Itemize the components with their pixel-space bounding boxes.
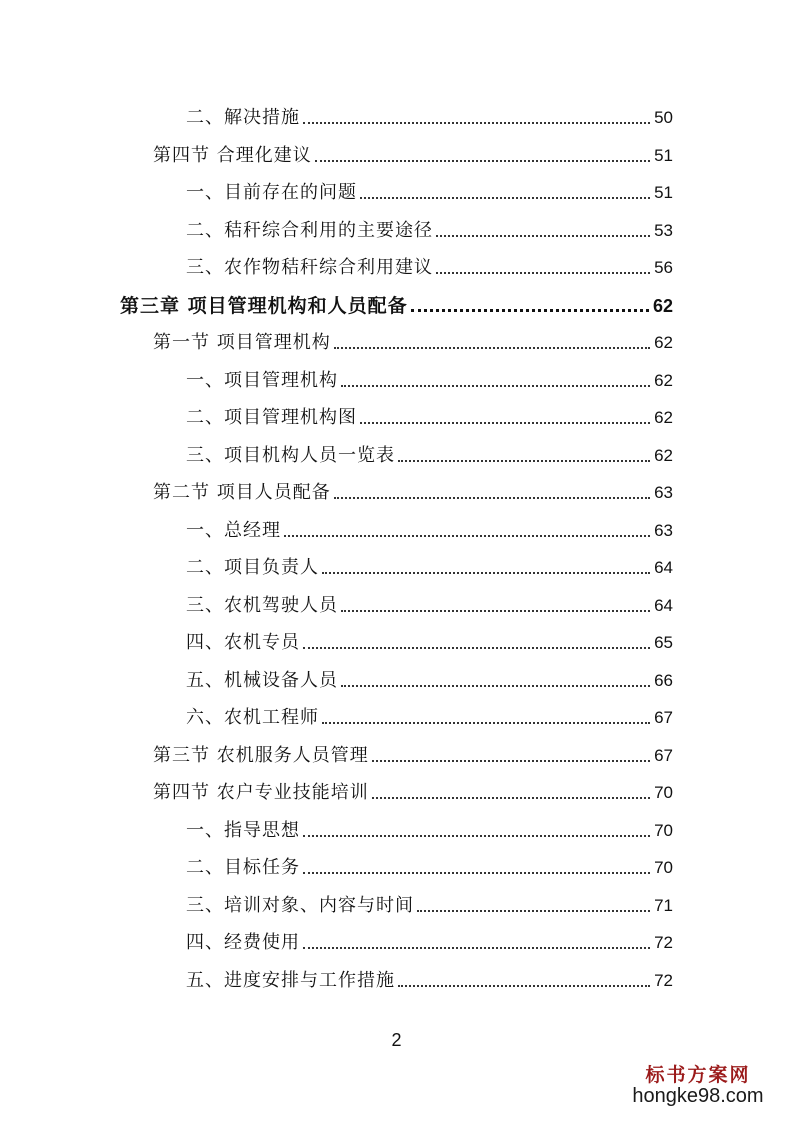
toc-dot-leader <box>436 235 650 237</box>
toc-entry-label: 五、进度安排与工作措施 <box>186 969 395 991</box>
toc-subsection-entry <box>186 926 673 954</box>
toc-subsection-entry <box>186 814 673 842</box>
toc-subsection-entry <box>186 101 673 129</box>
toc-subsection-entry <box>186 551 673 579</box>
toc-entry-page: 50 <box>654 108 673 127</box>
toc-entry-page: 56 <box>654 258 673 277</box>
toc-dot-leader <box>436 272 650 274</box>
toc-section-entry <box>153 739 673 767</box>
toc-dot-leader <box>284 535 650 537</box>
toc-dot-leader <box>303 947 650 949</box>
toc-entry-page: 51 <box>654 183 673 202</box>
toc-entry-page: 62 <box>654 445 673 465</box>
toc-dot-leader <box>315 160 650 162</box>
toc-entry-label: 第二节 项目人员配备 <box>153 482 331 503</box>
toc-subsection-entry <box>186 514 673 542</box>
toc-subsection-entry <box>186 364 673 392</box>
toc-dot-leader <box>360 422 650 424</box>
toc-entry-label: 第三章 项目管理机构和人员配备 <box>120 294 408 317</box>
toc-section-entry <box>153 326 673 354</box>
toc-entry-page: 70 <box>654 820 673 840</box>
page-number: 2 <box>391 1030 402 1050</box>
toc-subsection-entry <box>186 701 673 729</box>
toc-entry-page: 70 <box>654 858 673 877</box>
toc-subsection-entry <box>186 251 673 279</box>
toc-entry-label: 二、解决措施 <box>186 107 300 128</box>
toc-dot-leader <box>334 497 650 499</box>
watermark-name: 标书方案网 <box>645 1064 751 1086</box>
toc-subsection-entry <box>186 851 673 879</box>
toc-dot-leader <box>303 122 650 124</box>
toc-entry-label: 第四节 合理化建议 <box>153 144 312 166</box>
toc-subsection-entry <box>186 664 673 692</box>
toc-entry-label: 第三节 农机服务人员管理 <box>153 744 369 766</box>
toc-dot-leader <box>334 347 650 349</box>
toc-dot-leader <box>398 460 650 462</box>
toc-dot-leader <box>372 760 650 762</box>
toc-entry-page: 70 <box>654 783 673 802</box>
toc-entry-page: 62 <box>654 408 673 427</box>
toc-dot-leader <box>398 985 650 987</box>
toc-dot-leader <box>322 722 650 724</box>
watermark <box>623 1060 773 1108</box>
toc-entry-label: 四、农机专员 <box>186 632 300 653</box>
toc-section-entry <box>153 139 673 167</box>
toc-entry-page: 63 <box>654 483 673 502</box>
toc-dot-leader <box>303 835 650 837</box>
toc-entry-label: 一、项目管理机构 <box>186 369 338 391</box>
toc-entry-page: 64 <box>654 595 673 615</box>
toc-entry-page: 53 <box>654 220 673 240</box>
toc-subsection-entry <box>186 214 673 242</box>
toc-entry-page: 71 <box>654 895 673 915</box>
toc-entry-label: 二、目标任务 <box>186 857 300 878</box>
toc-dot-leader <box>303 872 650 874</box>
toc-dot-leader <box>417 910 650 912</box>
toc-entry-label: 第四节 农户专业技能培训 <box>153 782 369 803</box>
toc-entry-page: 72 <box>654 970 673 990</box>
toc-entry-label: 三、培训对象、内容与时间 <box>186 894 414 916</box>
toc-subsection-entry <box>186 889 673 917</box>
toc-entry-label: 六、农机工程师 <box>186 707 319 728</box>
toc-entry-label: 三、农机驾驶人员 <box>186 594 338 616</box>
toc-dot-leader <box>322 572 650 574</box>
toc-entry-label: 四、经费使用 <box>186 932 300 953</box>
toc-dot-leader <box>411 309 649 312</box>
toc-dot-leader <box>303 647 650 649</box>
toc-entry-label: 三、农作物秸秆综合利用建议 <box>186 257 433 278</box>
toc-entry-page: 62 <box>652 295 673 316</box>
toc-entry-label: 五、机械设备人员 <box>186 669 338 691</box>
watermark-url: hongke98.com <box>632 1085 764 1107</box>
toc-entry-page: 62 <box>654 333 673 352</box>
toc-entry-label: 一、总经理 <box>186 519 281 541</box>
toc-entry-page: 51 <box>654 145 673 165</box>
toc-entry-label: 第一节 项目管理机构 <box>153 332 331 353</box>
toc-entry-label: 二、项目负责人 <box>186 557 319 578</box>
toc-dot-leader <box>341 610 650 612</box>
toc-subsection-entry <box>186 439 673 467</box>
toc-entry-label: 三、项目机构人员一览表 <box>186 444 395 466</box>
toc-section-entry <box>153 476 673 504</box>
toc-entry-page: 65 <box>654 633 673 652</box>
toc-section-entry <box>153 776 673 804</box>
toc-chapter-entry <box>120 289 673 317</box>
toc-subsection-entry <box>186 589 673 617</box>
toc-entry-page: 62 <box>654 370 673 390</box>
toc-dot-leader <box>341 685 650 687</box>
toc-entry-label: 一、目前存在的问题 <box>186 182 357 203</box>
toc-entry-page: 72 <box>654 933 673 952</box>
toc-subsection-entry <box>186 176 673 204</box>
toc-entry-page: 63 <box>654 520 673 540</box>
toc-entry-page: 64 <box>654 558 673 577</box>
toc-entry-page: 67 <box>654 708 673 727</box>
toc-entry-label: 二、项目管理机构图 <box>186 407 357 428</box>
toc-subsection-entry <box>186 626 673 654</box>
toc-entry-label: 二、秸秆综合利用的主要途径 <box>186 219 433 241</box>
toc-dot-leader <box>360 197 650 199</box>
toc-dot-leader <box>341 385 650 387</box>
toc-subsection-entry <box>186 964 673 992</box>
toc-entry-label: 一、指导思想 <box>186 819 300 841</box>
toc-dot-leader <box>372 797 650 799</box>
toc-subsection-entry <box>186 401 673 429</box>
toc-entry-page: 66 <box>654 670 673 690</box>
toc-entry-page: 67 <box>654 745 673 765</box>
